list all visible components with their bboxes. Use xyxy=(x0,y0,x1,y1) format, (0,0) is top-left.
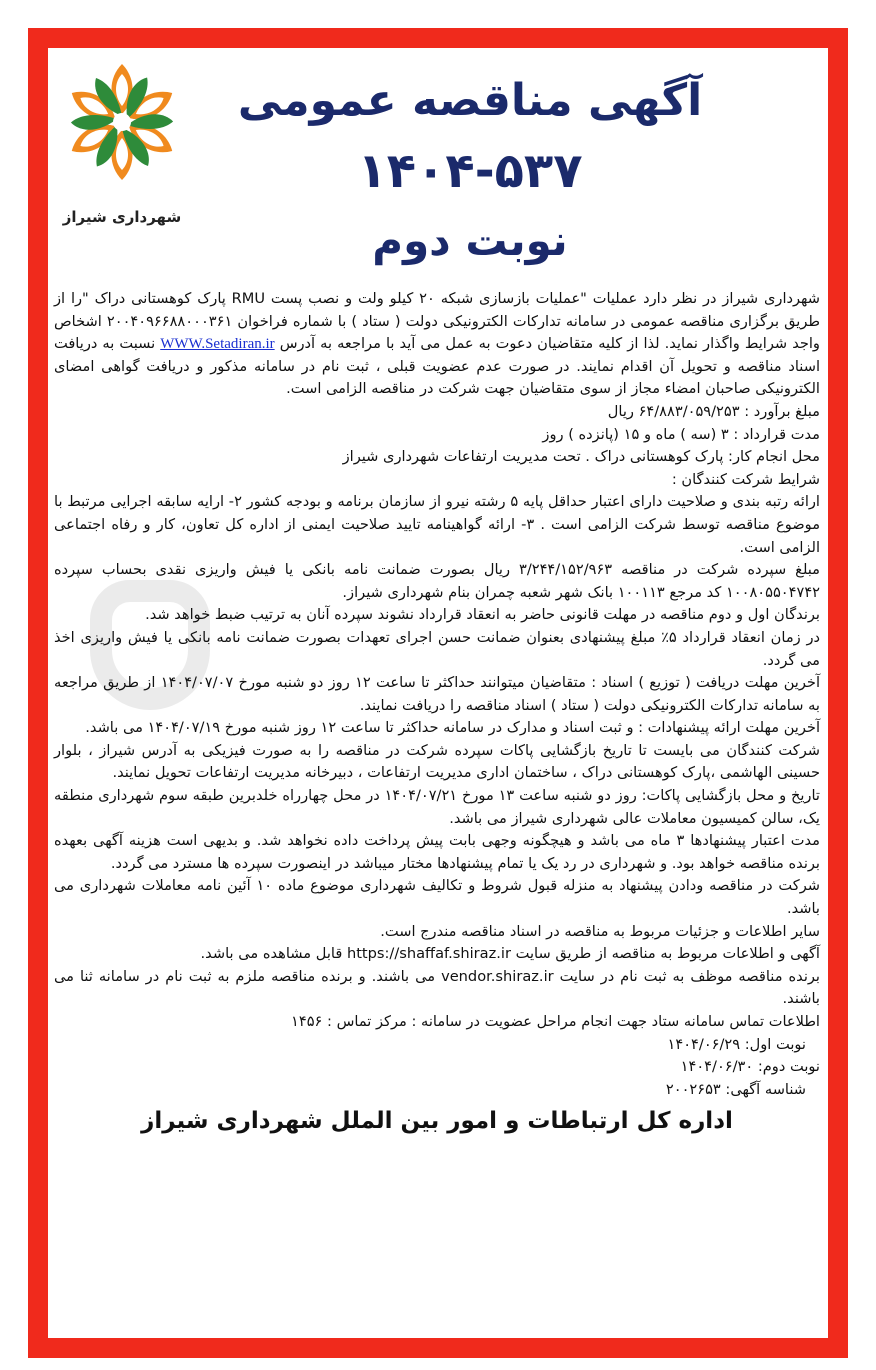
setadiran-link[interactable]: WWW.Setadiran.ir xyxy=(160,336,275,353)
notice-paragraph: شرکت کنندگان می بایست تا تاریخ بازگشایی پاکات سپرده شرکت در مناقصه را به صورت فیزیکی به آدرس شیراز ، بلوار حسینی الهاشمی ،پارک کوهستانی دراک ، ساختمان اداری مدیریت ارتفاعات ، دبیرخانه مدیریت ارتفاعات تحویل نمایند. xyxy=(54,741,820,782)
notice-paragraph: مدت قرارداد : ۳ (سه ) ماه و ۱۵ (پانزده ) روز xyxy=(542,425,820,443)
notice-content xyxy=(54,288,820,1137)
notice-paragraph: شرکت در مناقصه ودادن پیشنهاد به منزله قبول شروط و تکالیف شهرداری موضوع ماده ۱۰ آئین نامه معاملات شهرداری می باشد. xyxy=(54,877,820,918)
tender-number: ۱۴۰۴-۵۳۷ xyxy=(357,143,583,199)
notice-paragraph: آخرین مهلت دریافت ( توزیع ) اسناد : متقاضیان میتوانند حداکثر تا ساعت ۱۲ روز دو شنبه مورخ ۱۴۰۴/۰۷/۰۷ از طریق مراجعه به سامانه تدارکات الکترونیکی دولت ( ستاد ) اسناد مناقصه را دریافت نمایند. xyxy=(54,674,820,714)
shiraz-municipality-logo-icon xyxy=(60,60,184,184)
intro-text-cont: نسبت به دریافت اسناد مناقصه و تحویل آن اقدام نمایند. در صورت عدم عضویت قبلی ، ثبت نام در سامانه مذکور و دریافت گواهی امضای الکترونیکی صاحبان امضاء مجاز از سوی متقاضیان جهت شرکت در مناقصه الزامی است. xyxy=(54,335,820,398)
issuer-footer: اداره کل ارتباطات و امور بین الملل شهرداری شیراز xyxy=(141,1108,733,1135)
notice-paragraph: آخرین مهلت ارائه پیشنهادات : و ثبت اسناد و مدارک در سامانه حداکثر تا ساعت ۱۲ روز شنبه مورخ ۱۴۰۴/۰۷/۱۹ می باشد. xyxy=(85,719,820,737)
title-block xyxy=(200,66,740,276)
notice-title: آگهی مناقصه عمومی xyxy=(237,75,703,126)
notice-paragraph: محل انجام کار: پارک کوهستانی دراک . تحت مدیریت ارتفاعات شهرداری شیراز xyxy=(342,448,820,466)
notice-paragraph: برنده مناقصه موظف به ثبت نام در سایت vendor.shiraz.ir می باشند. و برنده مناقصه ملزم به ثبت نام در سامانه ثنا می باشند. xyxy=(54,967,820,1008)
notice-paragraph: ارائه رتبه بندی و صلاحیت دارای اعتبار حداقل پایه ۵ رشته نیرو از سازمان برنامه و بودجه کشور ۲- ارایه سابقه اجرایی مرتبط با موضوع مناقصه توسط شرکت الزامی است . ۳- ارائه گواهینامه تایید صلاحیت ایمنی از اداره کل تعاون، کار و رفاه اجتماعی الزامی است. xyxy=(54,493,821,556)
notice-body xyxy=(54,288,820,1101)
notice-paragraph: اطلاعات تماس سامانه ستاد جهت انجام مراحل عضویت در سامانه : مرکز تماس : ۱۴۵۶ xyxy=(291,1013,820,1030)
logo-caption: شهرداری شیراز xyxy=(62,208,182,226)
notice-paragraph: آگهی و اطلاعات مربوط به مناقصه از طریق سایت https://shaffaf.shiraz.ir قابل مشاهده می باشد. xyxy=(200,945,820,963)
publication-date: شناسه آگهی: ۲۰۰۲۶۵۳ xyxy=(665,1080,806,1098)
notice-paragraph: در زمان انعقاد قرارداد ۵٪ مبلغ پیشنهادی بعنوان ضمانت حسن اجرای تعهدات بصورت ضمانت نامه بانکی یا فیش واریزی اخذ می گردد. xyxy=(54,628,820,669)
notice-paragraph: مبلغ سپرده شرکت در مناقصه ۳/۲۴۴/۱۵۲/۹۶۳ ریال بصورت ضمانت نامه بانکی یا فیش واریزی نقدی بحساب سپرده ۱۰۰۸۰۵۵۰۴۷۴۲ کد مرجع ۱۰۰۱۱۳ بانک شهر شعبه چمران بنام شهرداری شیراز. xyxy=(54,561,820,601)
intro-text: شهرداری شیراز در نظر دارد عملیات "عملیات بازسازی شبکه ۲۰ کیلو ولت و نصب پست RMU پارک کوهستانی دراک "را از طریق برگزاری مناقصه عمومی در سامانه تدارکات الکترونیکی دولت ( ستاد ) با شماره فراخوان ۲۰۰۴۰۹۶۶۸۸۰۰۰۳۶۱ اشخاص واجد شرایط واگذار نماید. لذا از کلیه متقاضیان دعوت به عمل می آید با مراجعه به آدرس xyxy=(54,290,821,353)
intro-paragraph xyxy=(54,288,820,401)
notice-paragraph: تاریخ و محل بازگشایی پاکات: روز دو شنبه ساعت ۱۳ مورخ ۱۴۰۴/۰۷/۲۱ در محل چهارراه خلدبرین طبقه سوم شهرداری منطقه یک، سالن کمیسیون معاملات عالی شهرداری شیراز می باشد. xyxy=(54,787,820,827)
publication-date: نوبت اول: ۱۴۰۴/۰۶/۲۹ xyxy=(667,1035,806,1053)
round-label: نوبت دوم xyxy=(372,216,568,265)
notice-paragraph: مبلغ برآورد : ۶۴/۸۸۳/۰۵۹/۲۵۳ ریال xyxy=(607,402,820,420)
notice-paragraph: برندگان اول و دوم مناقصه در مهلت قانونی حاضر به انعقاد قرارداد نشوند سپرده آنان به ترتیب ضبط خواهد شد. xyxy=(145,606,820,624)
publication-date: نوبت دوم: ۱۴۰۴/۰۶/۳۰ xyxy=(680,1058,820,1076)
notice-paragraph: سایر اطلاعات و جزئیات مربوط به مناقصه در اسناد مناقصه مندرج است. xyxy=(380,922,820,940)
notice-paragraph: شرایط شرکت کنندگان : xyxy=(671,470,820,488)
notice-paragraph: مدت اعتبار پیشنهادها ۳ ماه می باشد و هیچگونه وجهی بابت پیش پرداخت داده نخواهد شد. و بدیهی است هزینه آگهی بعهده برنده مناقصه خواهد بود. و شهرداری در رد یک یا تمام پیشنهادها مختار میباشد در اینصورت سپرده ها مسترد می گردد. xyxy=(54,832,820,872)
